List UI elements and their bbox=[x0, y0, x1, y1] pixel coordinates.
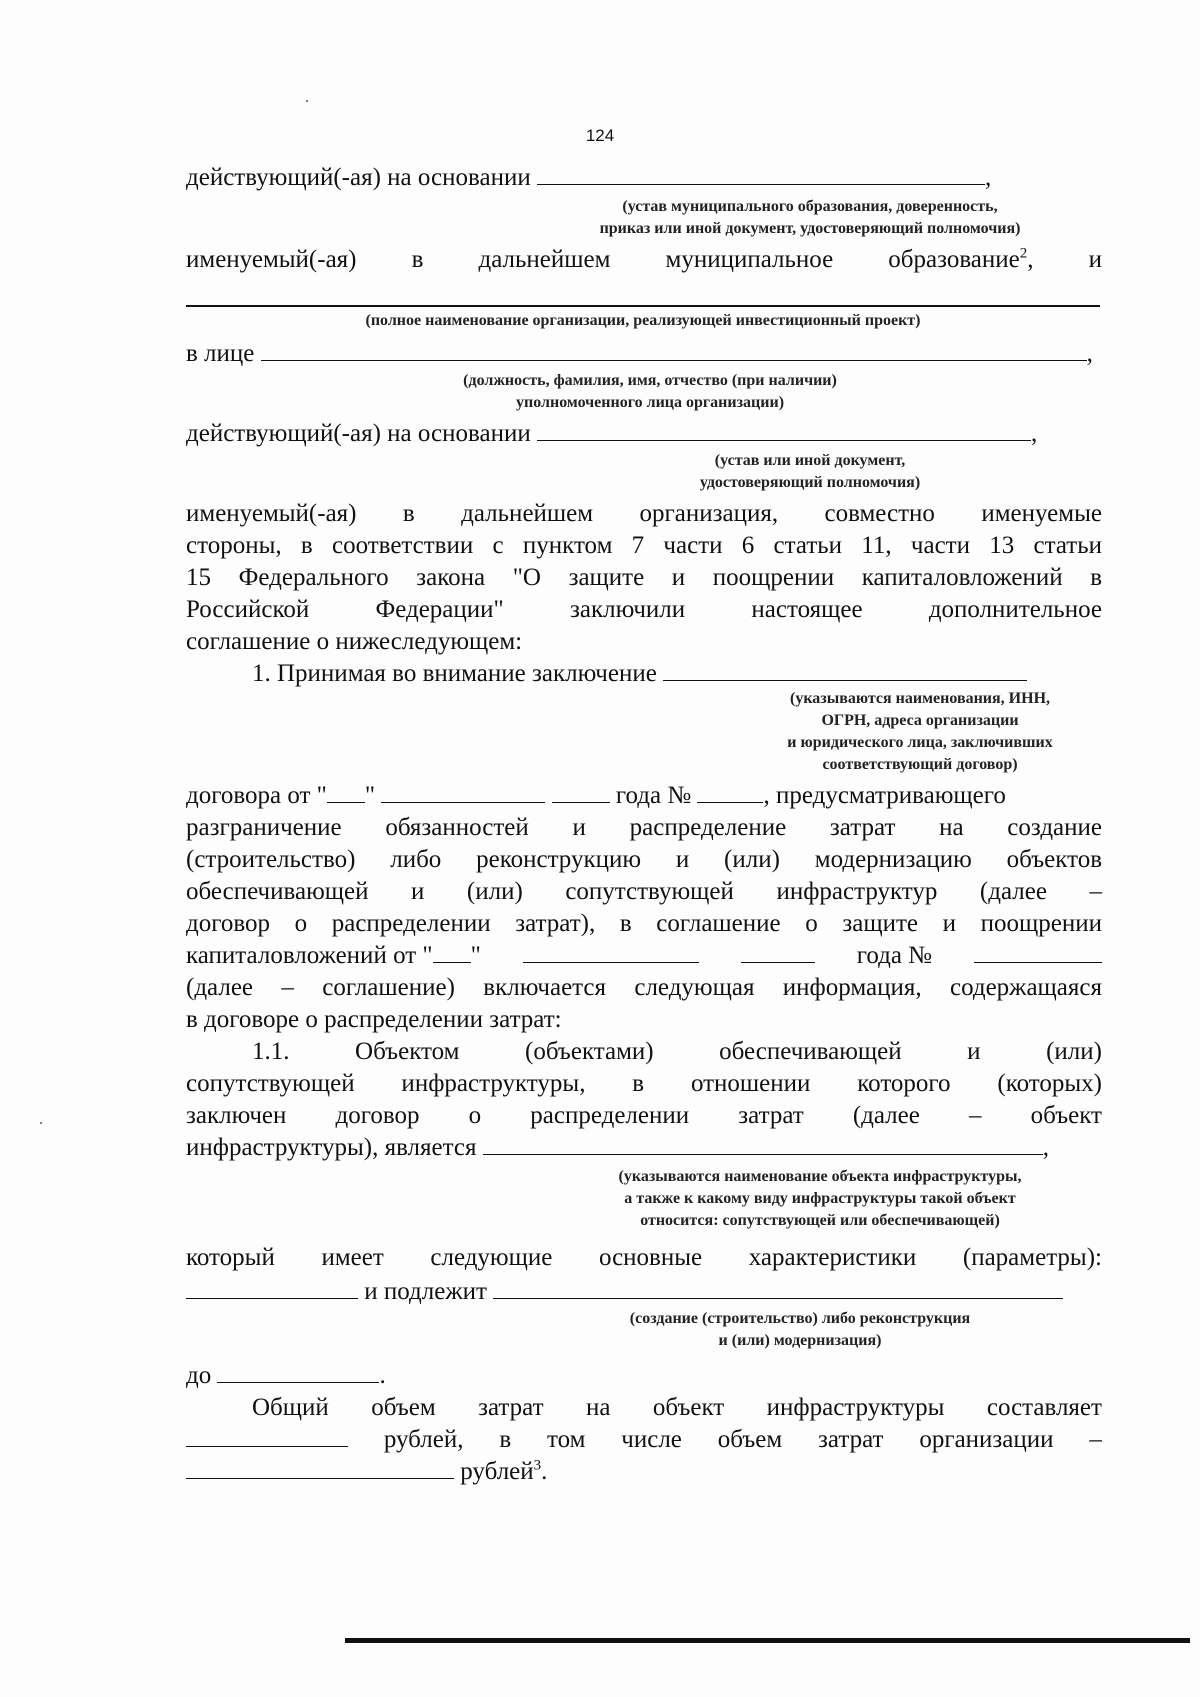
para4-line2: заключен договор о распределении затрат (далее – объект bbox=[186, 1102, 1102, 1129]
deadline-line: до . bbox=[186, 1362, 386, 1389]
hint-basis-3: (устав или иной документ, bbox=[714, 452, 906, 469]
hint-basis-2: приказ или иной документ, удостоверяющий полномочия) bbox=[599, 220, 1021, 237]
para2-line2: (строительство) либо реконструкцию и (или) модернизацию объектов bbox=[186, 846, 1102, 873]
agreement-year-blank[interactable] bbox=[741, 942, 815, 963]
contract-month-blank[interactable] bbox=[381, 782, 545, 803]
contract-day-blank[interactable] bbox=[327, 782, 365, 803]
agreement-line: капиталовложений от " " года № bbox=[186, 940, 1102, 972]
para1-line5: соглашение о нижеследующем: bbox=[186, 628, 523, 655]
basis-line-1: действующий(-ая) на основании , bbox=[186, 164, 992, 191]
basis-line-2: действующий(-ая) на основании , bbox=[186, 420, 1038, 447]
hint-subject-2: и (или) модернизация) bbox=[718, 1332, 882, 1349]
footnote-separator bbox=[345, 1638, 1190, 1643]
hint-person-1: (должность, фамилия, имя, отчество (при наличии) bbox=[463, 372, 837, 389]
hint-conclusion-3: и юридического лица, заключивших bbox=[787, 734, 1053, 751]
hint-subject-1: (создание (строительство) либо реконструкция bbox=[629, 1310, 971, 1327]
params-line: который имеет следующие основные характеристики (параметры): bbox=[186, 1244, 1102, 1271]
total-line: Общий объем затрат на объект инфраструктуры составляет bbox=[252, 1394, 1102, 1421]
para3-line1: (далее – соглашение) включается следующая информация, содержащаяся bbox=[186, 974, 1102, 1001]
object-blank[interactable] bbox=[483, 1134, 1043, 1155]
hint-object-2: а также к какому виду инфраструктуры такой объект bbox=[624, 1190, 1016, 1207]
agreement-day-blank[interactable] bbox=[433, 942, 471, 963]
para1-line4: Российской Федерации" заключили настоящее дополнительное bbox=[186, 596, 1102, 623]
para4-line1: сопутствующей инфраструктуры, в отношении которого (которых) bbox=[186, 1070, 1102, 1097]
hint-person-2: уполномоченного лица организации) bbox=[515, 394, 785, 411]
hint-conclusion-2: ОГРН, адреса организации bbox=[821, 712, 1019, 729]
org-cost-line: рублей$^3$. bbox=[186, 1456, 1102, 1488]
basis-blank-2[interactable] bbox=[537, 420, 1031, 441]
para4-line3: инфраструктуры), является , bbox=[186, 1134, 1049, 1161]
scan-speck bbox=[306, 100, 308, 102]
org-cost-blank[interactable] bbox=[186, 1458, 454, 1479]
para2-line4: договор о распределении затрат), в соглашение о защите и поощрении bbox=[186, 910, 1102, 937]
hint-org-name: (полное наименование организации, реализующей инвестиционный проект) bbox=[365, 312, 921, 329]
contract-number-blank[interactable] bbox=[697, 782, 763, 803]
params-blank[interactable] bbox=[186, 1278, 358, 1299]
para1-line2: стороны, в соответствии с пунктом 7 части 6 статьи 11, части 13 статьи bbox=[186, 532, 1102, 559]
subject-line: и подлежит bbox=[186, 1276, 1102, 1308]
agreement-month-blank[interactable] bbox=[523, 942, 699, 963]
hint-conclusion-4: соответствующий договор) bbox=[822, 756, 1018, 773]
hint-basis-1: (устав муниципального образования, доверенность, bbox=[622, 198, 998, 215]
item1-line: 1. Принимая во внимание заключение bbox=[252, 658, 1102, 690]
person-blank[interactable] bbox=[261, 340, 1087, 361]
contract-year-blank[interactable] bbox=[552, 782, 610, 803]
rubles-line: рублей, в том числе объем затрат организации – bbox=[186, 1424, 1102, 1456]
para1-line3: 15 Федерального закона "О защите и поощрении капиталовложений в bbox=[186, 564, 1102, 591]
contract-line: договора от " " года № , предусматривающего bbox=[186, 782, 1006, 809]
hint-object-3: относится: сопутствующей или обеспечивающей) bbox=[640, 1212, 1000, 1229]
para3-line2: в договоре о распределении затрат: bbox=[186, 1006, 562, 1033]
para2-line3: обеспечивающей и (или) сопутствующей инфраструктур (далее – bbox=[186, 878, 1102, 905]
municipal-line: именуемый(-ая) в дальнейшем муниципальное образование$^2$, и bbox=[186, 245, 1102, 273]
scan-speck bbox=[40, 1122, 42, 1124]
deadline-blank[interactable] bbox=[217, 1362, 379, 1383]
hint-basis-4: удостоверяющий полномочия) bbox=[699, 474, 921, 491]
item11-line: 1.1. Объектом (объектами) обеспечивающей и (или) bbox=[252, 1038, 1102, 1065]
hint-object-1: (указываются наименование объекта инфраструктуры, bbox=[618, 1168, 1022, 1185]
subject-blank[interactable] bbox=[493, 1278, 1063, 1299]
total-cost-blank[interactable] bbox=[186, 1426, 348, 1447]
basis-blank-1[interactable] bbox=[537, 164, 985, 185]
person-line: в лице , bbox=[186, 340, 1093, 367]
para1-line1: именуемый(-ая) в дальнейшем организация, совместно именуемые bbox=[186, 500, 1102, 527]
hint-conclusion-1: (указываются наименования, ИНН, bbox=[789, 690, 1051, 707]
para2-line1: разграничение обязанностей и распределение затрат на создание bbox=[186, 814, 1102, 841]
conclusion-blank[interactable] bbox=[663, 660, 1027, 681]
org-name-blank[interactable] bbox=[186, 305, 1100, 307]
agreement-number-blank[interactable] bbox=[974, 942, 1102, 963]
page-number: 124 bbox=[585, 126, 615, 145]
